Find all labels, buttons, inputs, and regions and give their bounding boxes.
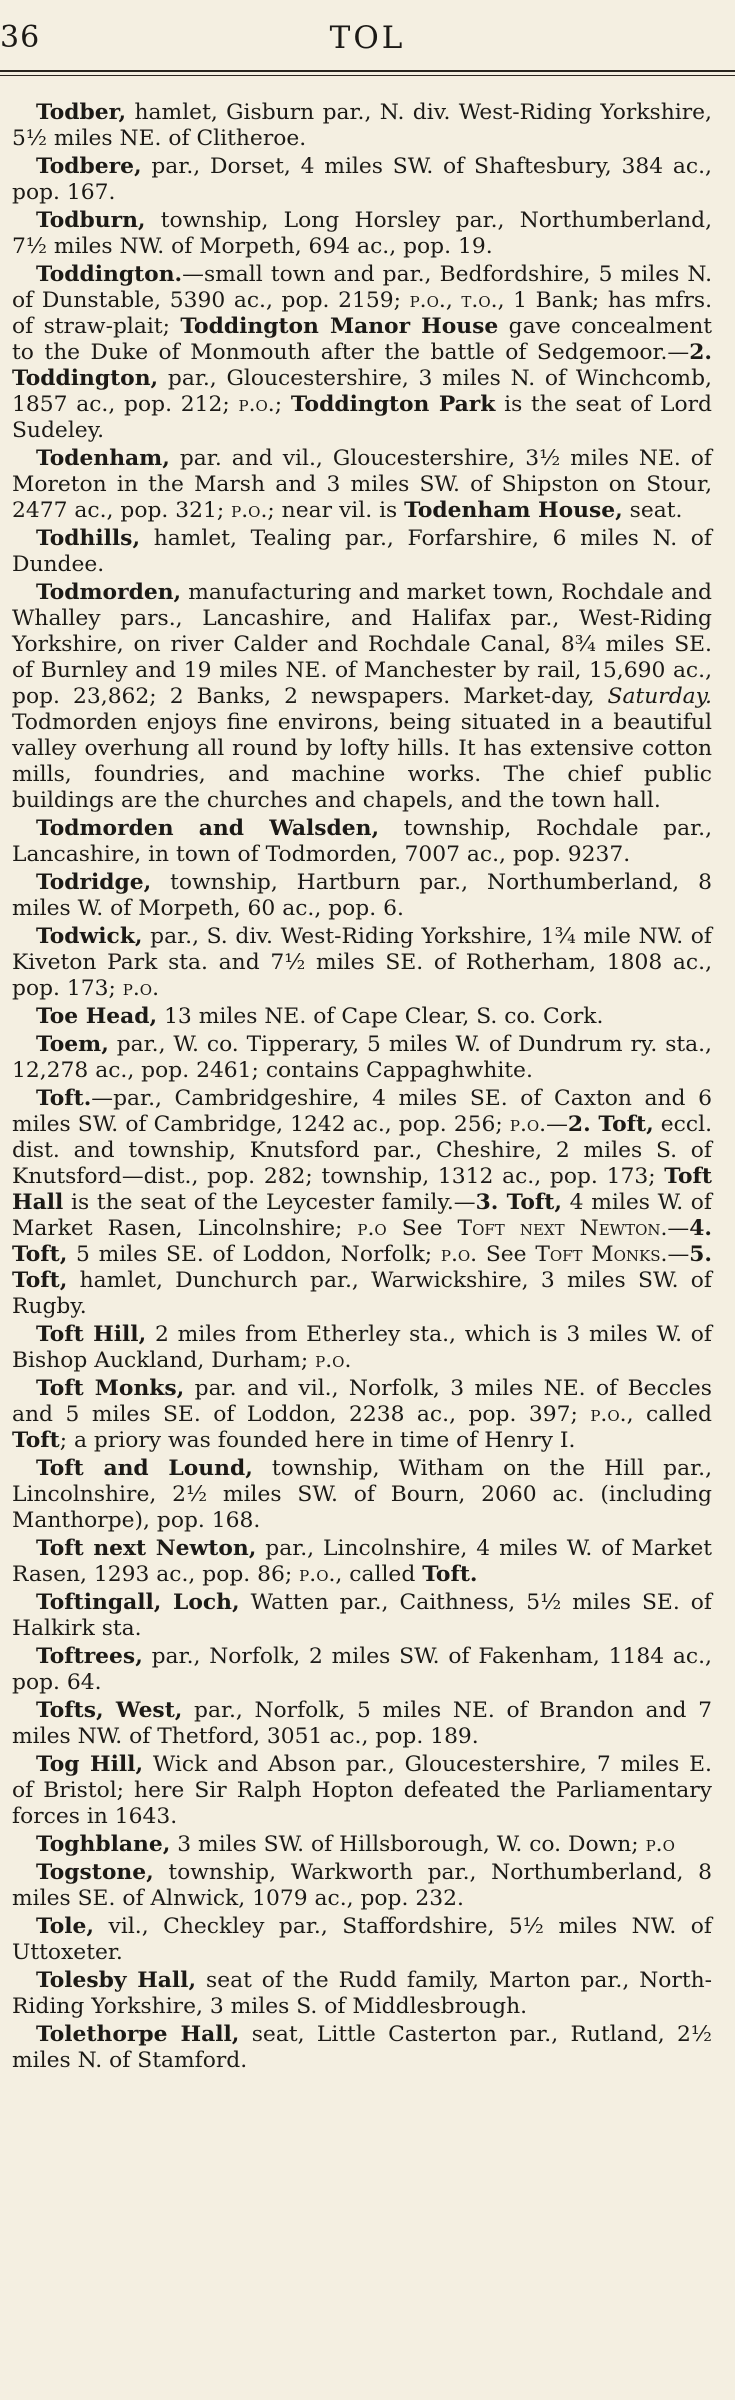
entry-text: —par., Cambridgeshire, 4 miles SE. of Caxton and 6 miles SW. of Cambridge, 1242 ac., pop. 256; xyxy=(12,1086,712,1137)
entry-headword: Todbere, xyxy=(36,154,142,179)
entry-headword: Toddington. xyxy=(36,262,183,287)
page-header xyxy=(0,0,735,68)
entry-headword: Todhills, xyxy=(36,526,141,551)
gazetteer-entry xyxy=(12,1032,712,1084)
entry-text: 4 miles W. of Market Rasen, Lincolnshire; xyxy=(12,1190,712,1241)
entry-text: Todmorden enjoys fine environs, being situated in a beautiful valley overhung all round by lofty hills. It has extensive cotton mills, foundries, and machine works. The chief public buildings are the churches and chapels, and the town hall. xyxy=(12,710,712,813)
entry-headword: Toft. xyxy=(36,1086,92,1111)
entry-headword: 5. Toft, xyxy=(12,1242,713,1293)
entry-text: is the seat of the Leycester family.— xyxy=(63,1190,476,1215)
entry-headword: Toft Hall xyxy=(12,1164,712,1215)
entry-text: See xyxy=(477,1242,536,1267)
entry-text: 13 miles NE. of Cape Clear, S. co. Cork. xyxy=(157,1004,604,1029)
entry-text: .— xyxy=(660,1216,690,1241)
entry-headword: Tolesby Hall, xyxy=(36,1968,197,1993)
small-caps-text: p.o. xyxy=(509,1112,547,1137)
entry-text: hamlet, Gisburn par., N. div. West-Riding Yorkshire, 5½ miles NE. of Clitheroe. xyxy=(12,100,712,151)
small-caps-text: Toft next Newton xyxy=(457,1216,661,1241)
entry-headword: Todber, xyxy=(36,100,127,125)
entry-text: par., W. co. Tipperary, 5 miles W. of Dundrum ry. sta., 12,278 ac., pop. 2461; contains Cappaghwhite. xyxy=(12,1032,712,1083)
gazetteer-entry xyxy=(12,2022,712,2074)
gazetteer-entry xyxy=(12,1590,712,1642)
entry-headword: Toe Head, xyxy=(36,1004,158,1029)
small-caps-text: p.o xyxy=(357,1216,387,1241)
entry-text: See xyxy=(386,1216,458,1241)
entry-text: 5 miles SE. of Loddon, Norfolk; xyxy=(67,1242,441,1267)
entry-headword: Togstone, xyxy=(36,1860,154,1885)
gazetteer-entry xyxy=(12,1644,712,1696)
entry-text: hamlet, Tealing par., Forfarshire, 6 miles N. of Dundee. xyxy=(12,526,712,577)
entry-headword: 4. Toft, xyxy=(12,1216,712,1267)
gazetteer-entry xyxy=(12,870,712,922)
entry-text: par., Norfolk, 5 miles NE. of Brandon and 7 miles NW. of Thetford, 3051 ac., pop. 189. xyxy=(12,1698,712,1749)
gazetteer-entry xyxy=(12,1752,712,1830)
page-number: 36 xyxy=(0,20,41,55)
entry-text: eccl. dist. and township, Knutsford par., Cheshire, 2 miles S. of Knutsford—dist., pop. 282; township, 1312 ac., pop. 173; xyxy=(12,1112,712,1189)
entry-text: par. and vil., Gloucestershire, 3½ miles NE. of Moreton in the Marsh and 3 miles SW. of Shipston on Stour, 2477 ac., pop. 321; xyxy=(12,446,712,523)
gazetteer-entry xyxy=(12,1322,712,1374)
small-caps-text: p.o. xyxy=(440,1242,478,1267)
entry-text: gave concealment to the Duke of Monmouth after the battle of Sedgemoor.— xyxy=(12,314,712,365)
gazetteer-entry xyxy=(12,208,712,260)
entry-headword: Toftingall, Loch, xyxy=(36,1590,240,1615)
gazetteer-entry xyxy=(12,100,712,152)
gazetteer-entry xyxy=(12,816,712,868)
entry-text: ; a priory was founded here in time of Henry I. xyxy=(59,1428,576,1453)
entry-headword: Todenham House, xyxy=(404,498,623,523)
small-caps-text: p.o. xyxy=(299,1562,336,1587)
entry-text: 3 miles SW. of Hillsborough, W. co. Down; xyxy=(170,1832,646,1857)
entry-text: par., Norfolk, 2 miles SW. of Fakenham, 1184 ac., pop. 64. xyxy=(12,1644,712,1695)
entry-headword: Toddington Park xyxy=(290,392,496,417)
running-heading: TOL xyxy=(329,20,406,56)
entry-headword: 3. Toft, xyxy=(475,1190,562,1215)
entry-text: —small town and par., Bedfordshire, 5 miles N. of Dunstable, 5390 ac., pop. 2159; xyxy=(12,262,712,313)
entry-text: seat. xyxy=(622,498,683,523)
entry-headword: Todburn, xyxy=(36,208,146,233)
entries-column xyxy=(12,100,712,2076)
entry-headword: Toft. xyxy=(422,1562,478,1587)
entry-headword: Tofts, West, xyxy=(36,1698,183,1723)
entry-headword: Todenham, xyxy=(36,446,170,471)
entry-text: township, Rochdale par., Lancashire, in town of Todmorden, 7007 ac., pop. 9237. xyxy=(12,816,712,867)
entry-headword: Toft xyxy=(12,1428,60,1453)
entry-headword: 2. Toft, xyxy=(567,1112,654,1137)
entry-text: .— xyxy=(660,1242,690,1267)
entry-headword: Toddington Manor House xyxy=(180,314,499,339)
gazetteer-entry xyxy=(12,1536,712,1588)
gazetteer-entry xyxy=(12,1860,712,1912)
entry-text: par., Lincolnshire, 4 miles W. of Market Rasen, 1293 ac., pop. 86; xyxy=(12,1536,712,1587)
entry-text: par., Gloucestershire, 3 miles N. of Winchcomb, 1857 ac., pop. 212; xyxy=(12,366,712,417)
entry-text: ; near vil. is xyxy=(267,498,405,523)
header-rule xyxy=(0,70,735,76)
entry-text: manufacturing and market town, Rochdale and Whalley pars., Lancashire, and Halifax par., West-Riding Yorkshire, on river Calder and Rochdale Canal, 8¾ miles SE. of Burnley and 19 miles NE. of Manchester by rail, 15,690 ac., pop. 23,862; 2 Banks, 2 newspapers. Market-day, xyxy=(12,580,712,709)
small-caps-text: p.o., t.o. xyxy=(409,288,498,313)
entry-text: , 1 Bank; has mfrs. of straw-plait; xyxy=(12,288,713,339)
gazetteer-entry xyxy=(12,1376,712,1454)
entry-text: seat of the Rudd family, Marton par., North-Riding Yorkshire, 3 miles S. of Middlesbrough. xyxy=(12,1968,712,2019)
gazetteer-entry xyxy=(12,526,712,578)
entry-headword: Toghblane, xyxy=(36,1832,171,1857)
entry-headword: Todridge, xyxy=(36,870,152,895)
entry-text: Watten par., Caithness, 5½ miles SE. of Halkirk sta. xyxy=(12,1590,712,1641)
entry-headword: 2. Toddington, xyxy=(12,340,712,391)
gazetteer-entry xyxy=(12,1004,712,1030)
small-caps-text: p.o. xyxy=(590,1402,627,1427)
entry-text: , called xyxy=(335,1562,423,1587)
entry-headword: Toft Hill, xyxy=(36,1322,147,1347)
entry-text: , called xyxy=(626,1402,712,1427)
entry-headword: Todwick, xyxy=(36,924,143,949)
entry-headword: Toft and Lound, xyxy=(36,1456,253,1481)
entry-text: is the seat of Lord Sudeley. xyxy=(12,392,712,443)
entry-text: 2 miles from Etherley sta., which is 3 miles W. of Bishop Auckland, Durham; xyxy=(12,1322,712,1373)
entry-text: hamlet, Dunchurch par., Warwickshire, 3 miles SW. of Rugby. xyxy=(12,1268,712,1319)
entry-headword: Toem, xyxy=(36,1032,109,1057)
entry-text: township, Witham on the Hill par., Lincolnshire, 2½ miles SW. of Bourn, 2060 ac. (including Manthorpe), pop. 168. xyxy=(12,1456,712,1533)
entry-text: vil., Checkley par., Staffordshire, 5½ miles NW. of Uttoxeter. xyxy=(12,1914,712,1965)
gazetteer-entry xyxy=(12,1832,712,1858)
gazetteer-entry xyxy=(12,446,712,524)
entry-text: township, Warkworth par., Northumberland, 8 miles SE. of Alnwick, 1079 ac., pop. 232. xyxy=(12,1860,712,1911)
entry-text: seat, Little Casterton par., Rutland, 2½ miles N. of Stamford. xyxy=(12,2022,712,2073)
italic-text: Saturday. xyxy=(607,684,712,709)
entry-text: — xyxy=(546,1112,568,1137)
gazetteer-entry xyxy=(12,1968,712,2020)
entry-text: township, Long Horsley par., Northumberland, 7½ miles NW. of Morpeth, 694 ac., pop. 19. xyxy=(12,208,712,259)
gazetteer-entry xyxy=(12,262,712,444)
small-caps-text: p.o. xyxy=(122,976,160,1001)
entry-text: township, Hartburn par., Northumberland, 8 miles W. of Morpeth, 60 ac., pop. 6. xyxy=(12,870,712,921)
entry-text: ; xyxy=(274,392,291,417)
entry-text: par. and vil., Norfolk, 3 miles NE. of Beccles and 5 miles SE. of Loddon, 2238 ac., pop. 397; xyxy=(12,1376,712,1427)
gazetteer-entry xyxy=(12,1698,712,1750)
entry-text: par., S. div. West-Riding Yorkshire, 1¾ mile NW. of Kiveton Park sta. and 7½ miles SE. of Rotherham, 1808 ac., pop. 173; xyxy=(12,924,712,1001)
gazetteer-entry xyxy=(12,154,712,206)
entry-headword: Tog Hill, xyxy=(36,1752,144,1777)
small-caps-text: p.o. xyxy=(238,392,275,417)
entry-text: Wick and Abson par., Gloucestershire, 7 miles E. of Bristol; here Sir Ralph Hopton defeated the Parliamentary forces in 1643. xyxy=(12,1752,712,1829)
entry-headword: Toft next Newton, xyxy=(36,1536,257,1561)
entry-text: par., Dorset, 4 miles SW. of Shaftesbury, 384 ac., pop. 167. xyxy=(12,154,712,205)
small-caps-text: p.o. xyxy=(315,1348,352,1373)
small-caps-text: p.o xyxy=(645,1832,675,1857)
small-caps-text: p.o. xyxy=(231,498,268,523)
entry-headword: Tole, xyxy=(36,1914,94,1939)
gazetteer-entry xyxy=(12,1086,712,1320)
gazetteer-entry xyxy=(12,924,712,1002)
entry-headword: Toftrees, xyxy=(36,1644,143,1669)
entry-headword: Todmorden and Walsden, xyxy=(36,816,380,841)
entry-headword: Toft Monks, xyxy=(36,1376,185,1401)
entry-headword: Tolethorpe Hall, xyxy=(36,2022,240,2047)
gazetteer-entry xyxy=(12,580,712,814)
gazetteer-entry xyxy=(12,1914,712,1966)
small-caps-text: Toft Monks xyxy=(535,1242,661,1267)
gazetteer-entry xyxy=(12,1456,712,1534)
entry-headword: Todmorden, xyxy=(36,580,182,605)
